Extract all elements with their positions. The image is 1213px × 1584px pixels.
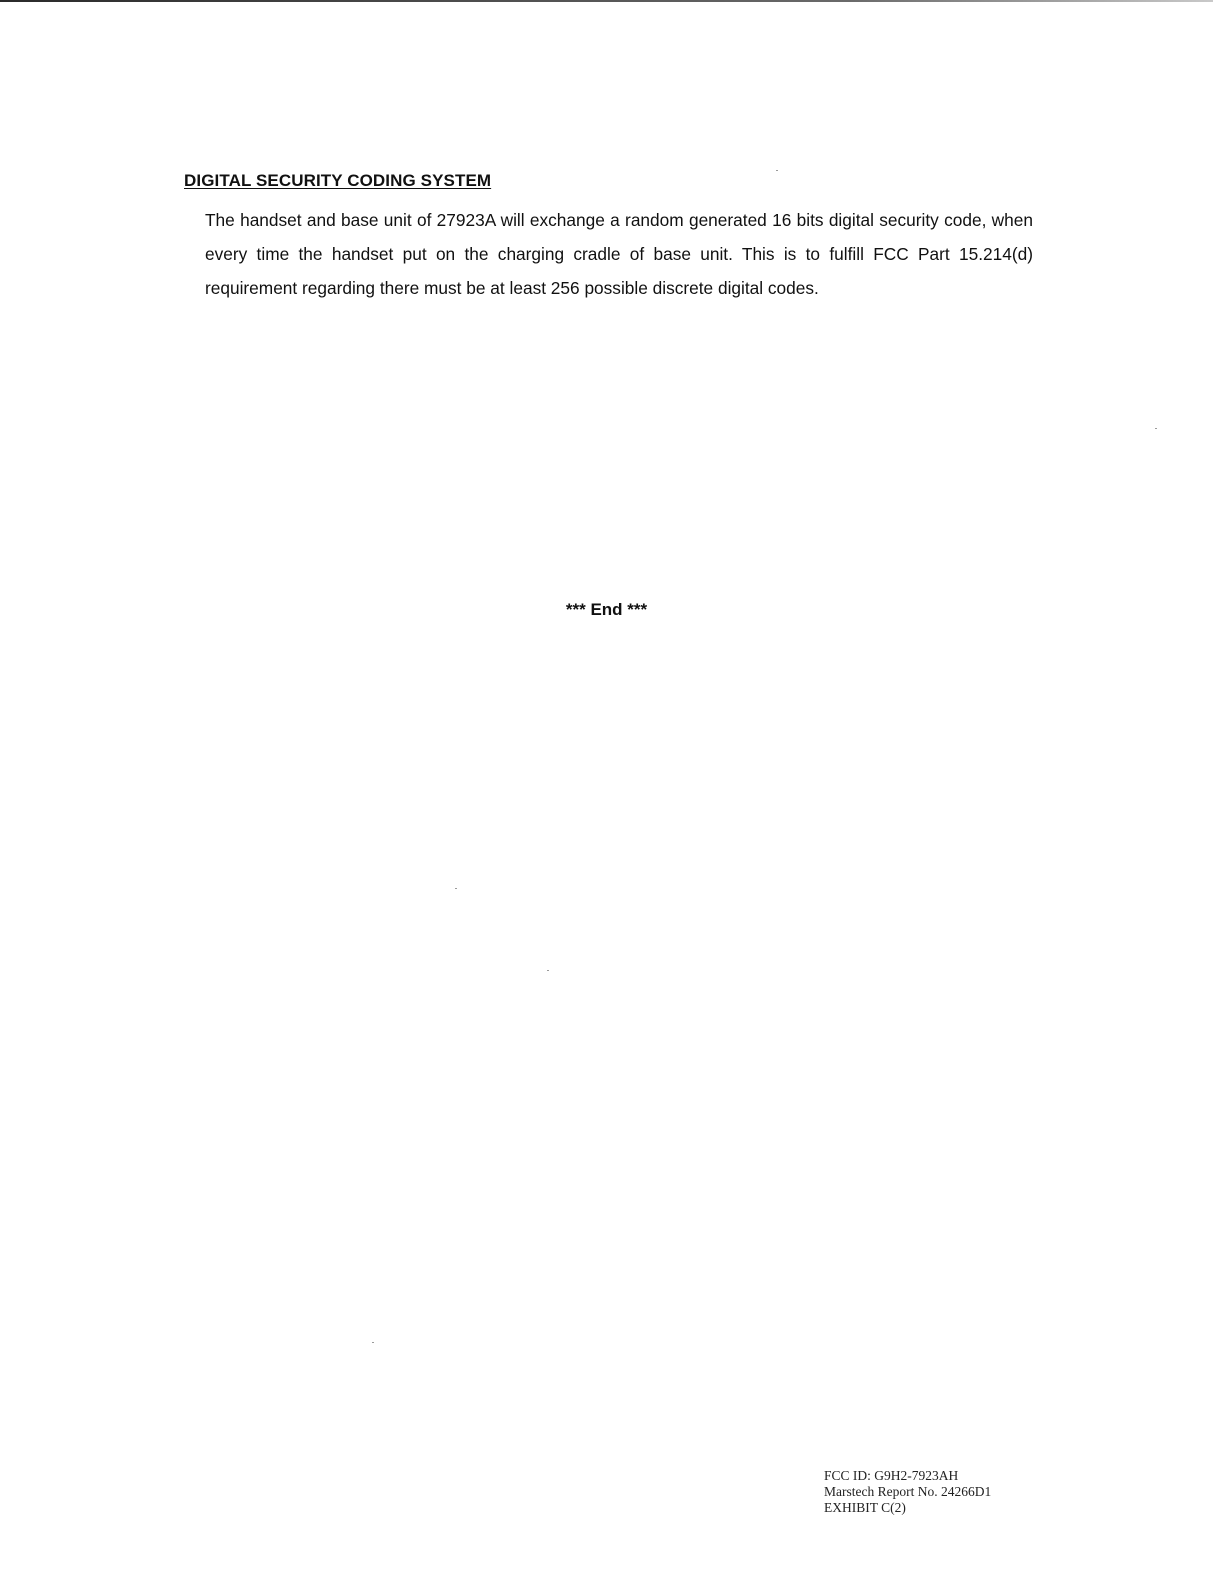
report-number-line: Marstech Report No. 24266D1: [824, 1484, 992, 1499]
exhibit-line: EXHIBIT C(2): [824, 1500, 906, 1515]
footer-block: [824, 1468, 991, 1516]
scan-speck: [547, 970, 549, 971]
section-heading: DIGITAL SECURITY CODING SYSTEM: [184, 171, 492, 190]
scan-edge-shadow: [0, 0, 1213, 2]
body-paragraph: The handset and base unit of 27923A will exchange a random generated 16 bits digital security code, when every time the handset put on the charging cradle of base unit. This is to fulfill FCC Part 15.214(d) requirement regarding there must be at least 256 possible discrete digital codes.: [205, 210, 1033, 298]
scan-speck: [1155, 428, 1157, 429]
fcc-id-line: FCC ID: G9H2-7923AH: [824, 1468, 959, 1483]
end-marker: *** End ***: [565, 600, 648, 619]
scan-speck: [776, 170, 778, 171]
scan-speck: [372, 1342, 374, 1343]
scan-speck: [455, 888, 457, 889]
